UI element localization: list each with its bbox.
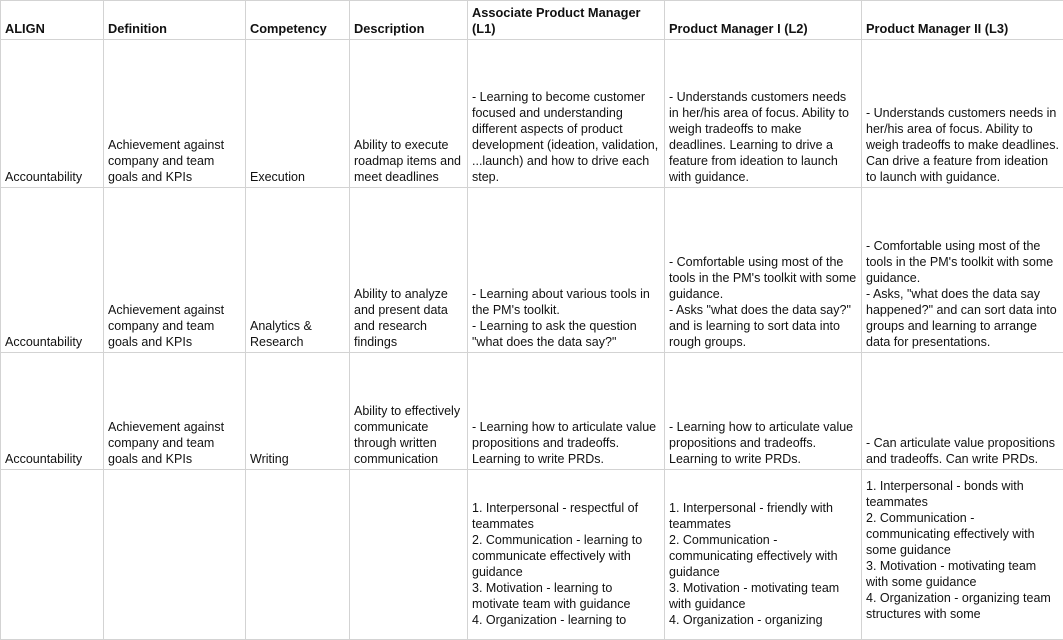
cell-l1[interactable]: - Learning how to articulate value propositions and tradeoffs. Learning to write PRDs. — [468, 353, 665, 470]
cell-l3[interactable]: - Can articulate value propositions and tradeoffs. Can write PRDs. — [862, 353, 1063, 470]
cell-definition[interactable]: Achievement against company and team goals and KPIs — [104, 40, 246, 188]
cell-l2[interactable]: - Comfortable using most of the tools in the PM's toolkit with some guidance. - Asks "what does the data say?" and is learning to sort data into rough groups. — [665, 188, 862, 353]
cell-description[interactable] — [350, 470, 468, 640]
cell-align[interactable] — [1, 470, 104, 640]
cell-competency[interactable]: Writing — [246, 353, 350, 470]
header-l1[interactable]: Associate Product Manager (L1) — [468, 1, 665, 40]
cell-l2[interactable]: - Learning how to articulate value propositions and tradeoffs. Learning to write PRDs. — [665, 353, 862, 470]
cell-definition[interactable] — [104, 470, 246, 640]
cell-l1[interactable]: - Learning about various tools in the PM's toolkit. - Learning to ask the question "what does the data say?" — [468, 188, 665, 353]
cell-l3[interactable]: 1. Interpersonal - bonds with teammates 2. Communication - communicating effectively with some guidance 3. Motivation - motivating team with some guidance 4. Organization - organizing team structures with some — [862, 470, 1063, 640]
cell-l1[interactable]: 1. Interpersonal - respectful of teammates 2. Communication - learning to communicate effectively with guidance 3. Motivation - learning to motivate team with guidance 4. Organization - learning to — [468, 470, 665, 640]
table-row — [1, 470, 1063, 640]
cell-definition[interactable]: Achievement against company and team goals and KPIs — [104, 353, 246, 470]
cell-definition[interactable]: Achievement against company and team goals and KPIs — [104, 188, 246, 353]
header-l3[interactable]: Product Manager II (L3) — [862, 1, 1063, 40]
header-align[interactable]: ALIGN — [1, 1, 104, 40]
cell-l1[interactable]: - Learning to become customer focused and understanding different aspects of product development (ideation, validation, ...launch) and how to drive each step. — [468, 40, 665, 188]
cell-competency[interactable]: Execution — [246, 40, 350, 188]
cell-align[interactable]: Accountability — [1, 40, 104, 188]
table-row — [1, 40, 1063, 188]
header-definition[interactable]: Definition — [104, 1, 246, 40]
cell-competency[interactable] — [246, 470, 350, 640]
cell-description[interactable]: Ability to analyze and present data and research findings — [350, 188, 468, 353]
table-row — [1, 188, 1063, 353]
cell-align[interactable]: Accountability — [1, 188, 104, 353]
cell-l3[interactable]: - Understands customers needs in her/his area of focus. Ability to weigh tradeoffs to make deadlines. Can drive a feature from ideation to launch with guidance. — [862, 40, 1063, 188]
cell-description[interactable]: Ability to execute roadmap items and meet deadlines — [350, 40, 468, 188]
cell-l2[interactable]: 1. Interpersonal - friendly with teammates 2. Communication - communicating effectively with guidance 3. Motivation - motivating team with guidance 4. Organization - organizing — [665, 470, 862, 640]
cell-description[interactable]: Ability to effectively communicate through written communication — [350, 353, 468, 470]
header-description[interactable]: Description — [350, 1, 468, 40]
header-l2[interactable]: Product Manager I (L2) — [665, 1, 862, 40]
cell-l2[interactable]: - Understands customers needs in her/his area of focus. Ability to weigh tradeoffs to make deadlines. Learning to drive a feature from ideation to launch with guidance. — [665, 40, 862, 188]
cell-competency[interactable]: Analytics & Research — [246, 188, 350, 353]
table-row — [1, 353, 1063, 470]
header-row — [1, 1, 1063, 40]
cell-l3[interactable]: - Comfortable using most of the tools in the PM's toolkit with some guidance. - Asks, "what does the data say happened?" and can sort data into groups and learning to arrange data for presentations. — [862, 188, 1063, 353]
cell-align[interactable]: Accountability — [1, 353, 104, 470]
header-competency[interactable]: Competency — [246, 1, 350, 40]
